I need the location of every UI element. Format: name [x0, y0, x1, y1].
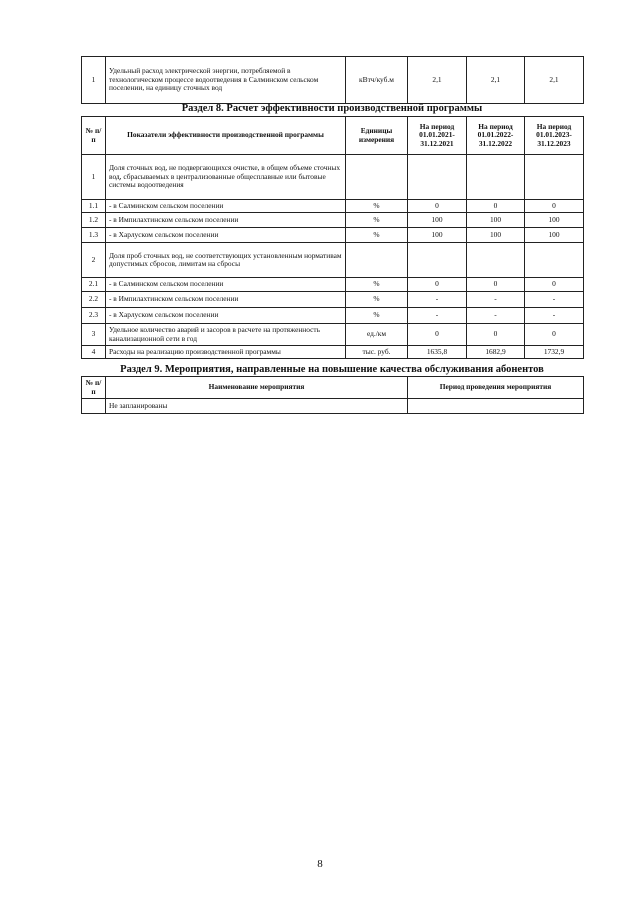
value-2022: 2,1: [467, 57, 525, 104]
indicator-name: Доля проб сточных вод, не соответствующих установленным нормативам допустимых сбросов, лимитам на сбросы: [106, 243, 346, 278]
header-period-2022: На период 01.01.2022- 31.12.2022: [467, 117, 525, 155]
value-2023: 100: [525, 213, 584, 228]
indicator-name: Удельное количество аварий и засоров в расчете на протяженность канализационной сети в год: [106, 324, 346, 346]
unit-cell: %: [346, 213, 408, 228]
measure-period: [408, 399, 584, 414]
table-row: [82, 292, 584, 308]
header-measure-name: Наименование мероприятия: [106, 377, 408, 399]
indicator-name: Расходы на реализацию производственной программы: [106, 346, 346, 359]
indicator-name: Доля сточных вод, не подвергающихся очистке, в общем объеме сточных вод, сбрасываемых в централизованные общесплавные или бытовые системы водоотведения: [106, 155, 346, 200]
value-2022: 0: [467, 278, 525, 292]
value-2021: 100: [408, 213, 467, 228]
value-2023: 1732,9: [525, 346, 584, 359]
indicator-name: - в Импилахтинском сельском поселении: [106, 213, 346, 228]
value-2023: 100: [525, 228, 584, 243]
header-unit: Единицы измерения: [346, 117, 408, 155]
header-period-2023: На период 01.01.2023- 31.12.2023: [525, 117, 584, 155]
value-2021: 100: [408, 228, 467, 243]
value-2021: 0: [408, 278, 467, 292]
row-number: 2: [82, 243, 106, 278]
value-2022: -: [467, 308, 525, 324]
value-2022: 0: [467, 200, 525, 213]
value-2022: 100: [467, 213, 525, 228]
header-num: № п/п: [82, 117, 106, 155]
table-row: [82, 324, 584, 346]
row-number: 2.2: [82, 292, 106, 308]
table-row: [82, 399, 584, 414]
value-2022: -: [467, 292, 525, 308]
row-number: 1.2: [82, 213, 106, 228]
value-2023: 0: [525, 278, 584, 292]
value-2021: 0: [408, 200, 467, 213]
section-9-title: Раздел 9. Мероприятия, направленные на повышение качества обслуживания абонентов: [120, 364, 544, 375]
header-period: Период проведения мероприятия: [408, 377, 584, 399]
value-2022: 100: [467, 228, 525, 243]
unit-cell: %: [346, 228, 408, 243]
indicator-name: - в Салминском сельском поселении: [106, 200, 346, 213]
indicator-name: Удельный расход электрической энергии, потребляемой в технологическом процессе водоотведения в Салминском сельском поселении, на единицу сточных вод: [106, 57, 346, 104]
table-row: [82, 213, 584, 228]
value-2021: [408, 155, 467, 200]
value-2022: [467, 243, 525, 278]
value-2023: [525, 155, 584, 200]
table-header-row: [82, 117, 584, 155]
row-number: 2.1: [82, 278, 106, 292]
unit-cell: кВтч/куб.м: [346, 57, 408, 104]
table-header-row: [82, 377, 584, 399]
table-row: [82, 200, 584, 213]
table-row: [82, 346, 584, 359]
value-2023: 0: [525, 324, 584, 346]
table-row: [82, 57, 584, 104]
table-row: [82, 278, 584, 292]
table-row: [82, 308, 584, 324]
header-num: № п/п: [82, 377, 106, 399]
row-number: 2.3: [82, 308, 106, 324]
value-2023: -: [525, 292, 584, 308]
row-number: 3: [82, 324, 106, 346]
value-2023: 2,1: [525, 57, 584, 104]
value-2021: [408, 243, 467, 278]
row-number: 1.3: [82, 228, 106, 243]
row-number: 1: [82, 155, 106, 200]
row-number: [82, 399, 106, 414]
row-number: 1.1: [82, 200, 106, 213]
measure-name: Не запланированы: [106, 399, 408, 414]
value-2021: 0: [408, 324, 467, 346]
value-2021: 2,1: [408, 57, 467, 104]
value-2023: 0: [525, 200, 584, 213]
unit-cell: %: [346, 200, 408, 213]
value-2021: 1635,8: [408, 346, 467, 359]
row-number: 4: [82, 346, 106, 359]
row-number: 1: [82, 57, 106, 104]
table-row: [82, 228, 584, 243]
unit-cell: тыс. руб.: [346, 346, 408, 359]
table-row: [82, 155, 584, 200]
value-2023: [525, 243, 584, 278]
section-9-table: [81, 376, 584, 414]
section-8-title: Раздел 8. Расчет эффективности производственной программы: [181, 103, 483, 114]
value-2021: -: [408, 308, 467, 324]
unit-cell: ед./км: [346, 324, 408, 346]
value-2022: 0: [467, 324, 525, 346]
value-2023: -: [525, 308, 584, 324]
unit-cell: %: [346, 278, 408, 292]
indicator-name: - в Харлуском сельском поселении: [106, 228, 346, 243]
unit-cell: [346, 155, 408, 200]
unit-cell: [346, 243, 408, 278]
top-fragment-table: [81, 56, 584, 104]
header-name: Показатели эффективности производственной программы: [106, 117, 346, 155]
section-8-table: [81, 116, 584, 359]
value-2022: [467, 155, 525, 200]
header-period-2021: На период 01.01.2021- 31.12.2021: [408, 117, 467, 155]
value-2021: -: [408, 292, 467, 308]
page-number: 8: [317, 858, 323, 870]
unit-cell: %: [346, 308, 408, 324]
indicator-name: - в Импилахтинском сельском поселении: [106, 292, 346, 308]
unit-cell: %: [346, 292, 408, 308]
table-row: [82, 243, 584, 278]
indicator-name: - в Салминском сельском поселении: [106, 278, 346, 292]
indicator-name: - в Харлуском сельском поселении: [106, 308, 346, 324]
value-2022: 1682,9: [467, 346, 525, 359]
